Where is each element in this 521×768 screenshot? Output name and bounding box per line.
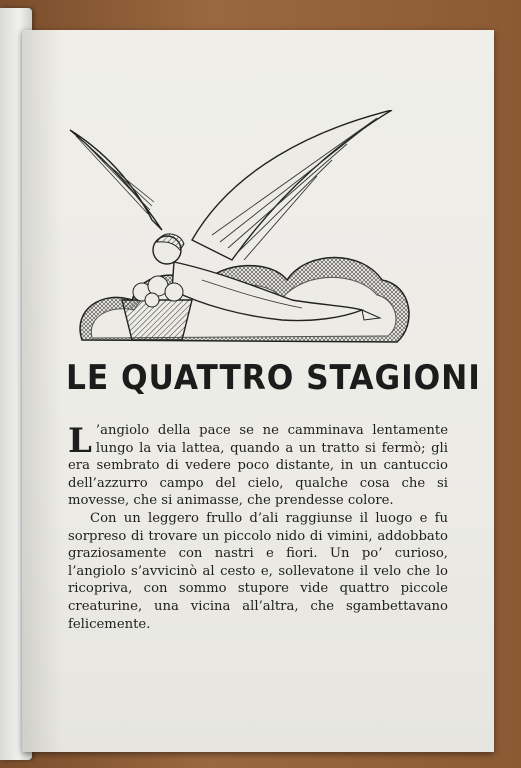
left-wing (70, 130, 162, 230)
body-text (68, 422, 448, 633)
angel-illustration (62, 110, 422, 390)
chapter-title: LE QUATTRO STAGIONI (66, 358, 481, 398)
paragraph-2: Con un leggero frullo d’ali raggiunse il luogo e fu sorpreso di trovare un piccolo nido di vimini, addobbato graziosamente con nastri e fiori. Un po’ curioso, l’angiolo s’avvicinò al cesto e, sollevatone il velo che lo ricopriva, con sommo stupore vide quattro piccole creaturine, una vicina all’altra, che sgambettavano felicemente. (68, 510, 448, 632)
drop-cap: L (68, 421, 92, 461)
page-gutter-shadow (22, 30, 62, 752)
paragraph-1-text: ’angiolo della pace se ne camminava lentamente lungo la via lattea, quando a un tratto si fermò; gli era sembrato di vedere poco distante, in un cantuccio dell’azzurro campo del cielo, qualche cosa che si movesse, che si animasse, che prendesse colore. (68, 423, 448, 509)
book-page (22, 30, 494, 752)
right-wing (192, 110, 392, 260)
paragraph-1 (68, 422, 448, 510)
